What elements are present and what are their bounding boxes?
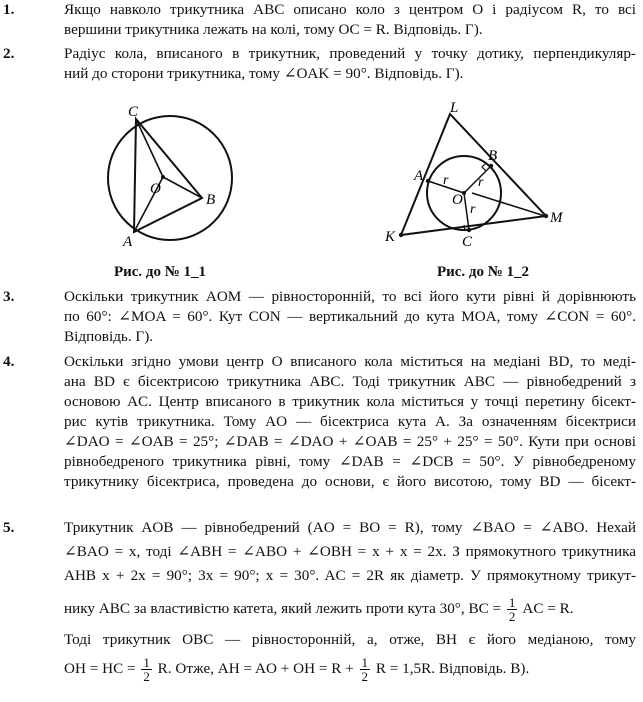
figure-inscribed-circle	[378, 100, 568, 265]
item-text	[64, 518, 636, 684]
circumcircle	[108, 116, 232, 240]
item-text	[64, 0, 636, 40]
radius-to-c	[464, 193, 469, 230]
label-a: A	[123, 234, 133, 250]
numerator: 1	[143, 655, 150, 671]
caption-fig-1: Рис. до № 1_1	[113, 264, 207, 280]
text-line: ∠DAO = ∠OAB = 25°; ∠DAB = ∠DAO + ∠OAB = 25° + 25° = 50°. Кути при основі	[64, 433, 636, 450]
denominator: 2	[143, 669, 150, 685]
item-number: 5.	[3, 519, 15, 536]
item-text	[64, 352, 636, 492]
item-text	[64, 44, 636, 84]
label-b: B	[206, 192, 216, 208]
right-angle-mark-b	[482, 163, 486, 171]
text-line: Радіус кола, вписаного в трикутник, проведений у точку дотику, перпендикуляр-	[64, 45, 636, 62]
text-line: Відповідь. Г).	[64, 328, 154, 345]
text-line: Оскільки трикутник AOM — рівносторонній, то всі його кути рівні й дорівнюють	[64, 288, 636, 305]
text-line: трикутнику бісектриса, проведена до основи, є його висотою, тому BD — бісект-	[64, 473, 636, 490]
figure-circumscribed-circle	[100, 100, 250, 265]
item-number: 3.	[3, 288, 15, 305]
label-r-b: r	[478, 175, 484, 190]
vertex-m	[544, 214, 548, 218]
text-line: основою AC. Центр вписаного в трикутник кола міститься у точці перетину бісект-	[64, 393, 636, 410]
text-segment: R. Отже, AH = AO + OH = R +	[157, 660, 354, 677]
text-line: ∠BAO = x, тоді ∠ABH = ∠ABO + ∠OBH = x + x = 2x. З прямокутного трикутника	[64, 543, 636, 560]
label-a: A	[414, 168, 424, 184]
text-line: ний до сторони трикутника, тому ∠OAK = 90°. Відповідь. Г).	[64, 65, 464, 82]
denominator: 2	[508, 609, 516, 625]
label-l: L	[450, 100, 459, 116]
label-r-c: r	[470, 202, 476, 217]
text-line: рис кутів трикутника. Тому AO — бісектриса кута A. За означенням бісектриси	[64, 413, 636, 430]
text-line: Оскільки згідно умови центр O вписаного кола міститься на медіані BD, то меді-	[64, 353, 636, 370]
text-line-with-fraction	[64, 594, 636, 624]
label-o: O	[452, 192, 463, 208]
text-segment: R = 1,5R. Відповідь. В).	[375, 660, 530, 677]
text-line: по 60°: ∠MOA = 60°. Кут CON — вертикальний до кута MOA, тому ∠CON = 60°.	[64, 308, 636, 325]
tangent-point-a	[426, 179, 430, 183]
text-line: вершини трикутника лежать на колі, тому OC = R. Відповідь. Г).	[64, 21, 483, 38]
item-number: 2.	[3, 45, 15, 62]
caption-fig-2: Рис. до № 1_2	[436, 264, 530, 280]
numerator: 1	[361, 655, 369, 671]
text-line: рівнобедреного трикутника рівні, тому ∠DAB = ∠DCB = 50°. У рівнобедреному	[64, 453, 636, 470]
text-line: AHB x + 2x = 90°; 3x = 90°; x = 30°. AC = 2R як діаметр. У прямокутному трикут-	[64, 567, 636, 584]
text-segment: AC = R.	[522, 600, 574, 617]
text-line: Трикутник AOB — рівнобедрений (AO = BO = R), тому ∠BAO = ∠ABO. Нехай	[64, 519, 636, 536]
text-line-with-fraction	[64, 654, 636, 684]
label-k: K	[385, 229, 396, 245]
fraction	[507, 596, 518, 623]
fraction	[360, 656, 371, 683]
tangent-point-b	[489, 164, 493, 168]
text-line: Тоді трикутник OBC — рівносторонній, а, отже, BH є його медіаною, тому	[64, 631, 636, 648]
item-number: 1.	[3, 1, 15, 18]
text-line: Якщо навколо трикутника ABC описано коло з центром O і радіусом R, то всі	[64, 1, 636, 18]
numerator: 1	[508, 595, 516, 611]
item-text	[64, 287, 636, 347]
label-m: M	[550, 210, 563, 226]
text-line: ана BD є бісектрисою трикутника ABC. Тоді трикутник ABC — рівнобедрений з	[64, 373, 636, 390]
text-segment: нику ABC за властивістю катета, який лежить проти кута 30°, BC =	[64, 600, 502, 617]
label-r-a: r	[443, 173, 449, 188]
label-c: C	[128, 104, 139, 120]
tangent-point-c	[467, 228, 471, 232]
label-c: C	[462, 234, 473, 250]
denominator: 2	[361, 669, 369, 685]
radius-ob	[163, 177, 202, 198]
vertex-k	[399, 233, 403, 237]
center-point	[161, 175, 165, 179]
label-b: B	[488, 148, 498, 164]
label-o: O	[150, 181, 161, 197]
text-segment: OH = HC =	[64, 660, 136, 677]
fraction	[141, 656, 152, 683]
item-number: 4.	[3, 353, 15, 370]
